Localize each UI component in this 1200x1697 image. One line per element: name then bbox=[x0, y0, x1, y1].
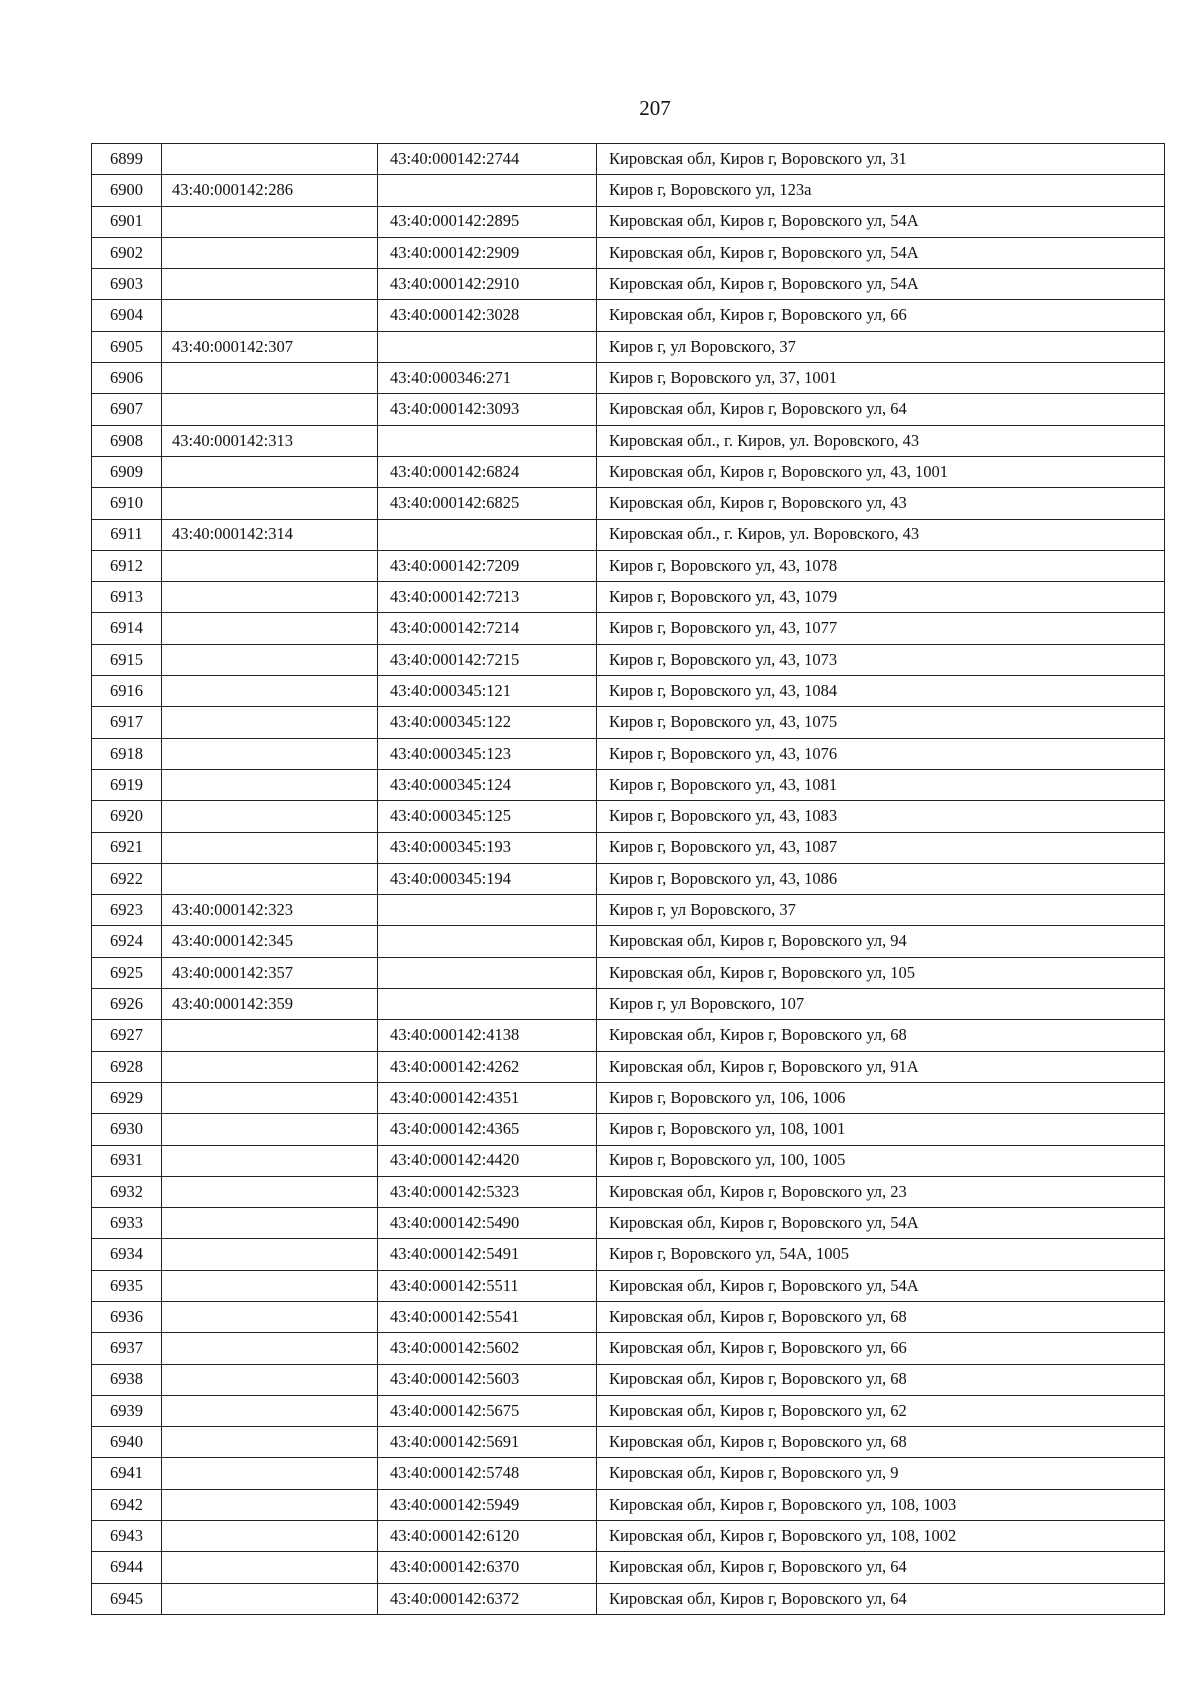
parcel-number-cell bbox=[162, 1082, 378, 1113]
table-row bbox=[92, 957, 1165, 988]
parcel-number-cell bbox=[162, 644, 378, 675]
address-cell: Киров г, Воровского ул, 100, 1005 bbox=[597, 1145, 1165, 1176]
row-number-cell: 6931 bbox=[92, 1145, 162, 1176]
row-number-cell: 6924 bbox=[92, 926, 162, 957]
table-row bbox=[92, 1301, 1165, 1332]
parcel-number-cell bbox=[162, 676, 378, 707]
object-number-cell: 43:40:000345:123 bbox=[378, 738, 597, 769]
object-number-cell: 43:40:000142:3028 bbox=[378, 300, 597, 331]
parcel-number-cell bbox=[162, 456, 378, 487]
parcel-number-cell bbox=[162, 738, 378, 769]
parcel-number-cell bbox=[162, 1208, 378, 1239]
row-number-cell: 6941 bbox=[92, 1458, 162, 1489]
table-row bbox=[92, 1364, 1165, 1395]
parcel-number-cell bbox=[162, 300, 378, 331]
table-row bbox=[92, 926, 1165, 957]
object-number-cell: 43:40:000142:2909 bbox=[378, 237, 597, 268]
address-cell: Кировская обл, Киров г, Воровского ул, 108, 1002 bbox=[597, 1521, 1165, 1552]
row-number-cell: 6902 bbox=[92, 237, 162, 268]
table-row bbox=[92, 582, 1165, 613]
row-number-cell: 6922 bbox=[92, 863, 162, 894]
row-number-cell: 6920 bbox=[92, 801, 162, 832]
object-number-cell: 43:40:000345:124 bbox=[378, 769, 597, 800]
object-number-cell: 43:40:000142:4138 bbox=[378, 1020, 597, 1051]
table-row bbox=[92, 363, 1165, 394]
row-number-cell: 6908 bbox=[92, 425, 162, 456]
address-cell: Кировская обл, Киров г, Воровского ул, 64 bbox=[597, 394, 1165, 425]
table-row bbox=[92, 1552, 1165, 1583]
parcel-number-cell bbox=[162, 1395, 378, 1426]
object-number-cell: 43:40:000142:5323 bbox=[378, 1176, 597, 1207]
parcel-number-cell bbox=[162, 1114, 378, 1145]
address-cell: Кировская обл, Киров г, Воровского ул, 66 bbox=[597, 1333, 1165, 1364]
address-cell: Кировская обл., г. Киров, ул. Воровского, 43 bbox=[597, 425, 1165, 456]
table-row bbox=[92, 237, 1165, 268]
parcel-number-cell bbox=[162, 550, 378, 581]
parcel-number-cell bbox=[162, 394, 378, 425]
address-cell: Киров г, ул Воровского, 37 bbox=[597, 895, 1165, 926]
address-cell: Кировская обл, Киров г, Воровского ул, 105 bbox=[597, 957, 1165, 988]
table-row bbox=[92, 1082, 1165, 1113]
table-row bbox=[92, 1114, 1165, 1145]
address-cell: Кировская обл, Киров г, Воровского ул, 66 bbox=[597, 300, 1165, 331]
parcel-number-cell bbox=[162, 582, 378, 613]
address-cell: Киров г, Воровского ул, 43, 1073 bbox=[597, 644, 1165, 675]
table-row bbox=[92, 300, 1165, 331]
parcel-number-cell bbox=[162, 1427, 378, 1458]
object-number-cell: 43:40:000346:271 bbox=[378, 363, 597, 394]
row-number-cell: 6913 bbox=[92, 582, 162, 613]
address-cell: Кировская обл, Киров г, Воровского ул, 23 bbox=[597, 1176, 1165, 1207]
address-cell: Кировская обл, Киров г, Воровского ул, 94 bbox=[597, 926, 1165, 957]
parcel-number-cell bbox=[162, 1051, 378, 1082]
table-row bbox=[92, 1145, 1165, 1176]
address-cell: Кировская обл, Киров г, Воровского ул, 68 bbox=[597, 1364, 1165, 1395]
parcel-number-cell bbox=[162, 1364, 378, 1395]
table-row bbox=[92, 1489, 1165, 1520]
object-number-cell: 43:40:000345:194 bbox=[378, 863, 597, 894]
address-cell: Киров г, Воровского ул, 43, 1081 bbox=[597, 769, 1165, 800]
address-cell: Кировская обл., г. Киров, ул. Воровского, 43 bbox=[597, 519, 1165, 550]
object-number-cell bbox=[378, 926, 597, 957]
object-number-cell: 43:40:000345:125 bbox=[378, 801, 597, 832]
parcel-number-cell bbox=[162, 832, 378, 863]
address-cell: Киров г, Воровского ул, 108, 1001 bbox=[597, 1114, 1165, 1145]
address-cell: Киров г, ул Воровского, 37 bbox=[597, 331, 1165, 362]
address-cell: Кировская обл, Киров г, Воровского ул, 68 bbox=[597, 1020, 1165, 1051]
table-row bbox=[92, 488, 1165, 519]
row-number-cell: 6921 bbox=[92, 832, 162, 863]
table-row bbox=[92, 206, 1165, 237]
object-number-cell: 43:40:000142:7209 bbox=[378, 550, 597, 581]
parcel-number-cell bbox=[162, 1521, 378, 1552]
parcel-number-cell bbox=[162, 1020, 378, 1051]
row-number-cell: 6938 bbox=[92, 1364, 162, 1395]
address-cell: Киров г, Воровского ул, 43, 1078 bbox=[597, 550, 1165, 581]
parcel-number-cell bbox=[162, 1552, 378, 1583]
address-cell: Киров г, Воровского ул, 54А, 1005 bbox=[597, 1239, 1165, 1270]
registry-table bbox=[91, 143, 1165, 1615]
table-row bbox=[92, 1583, 1165, 1614]
parcel-number-cell: 43:40:000142:314 bbox=[162, 519, 378, 550]
row-number-cell: 6907 bbox=[92, 394, 162, 425]
parcel-number-cell: 43:40:000142:323 bbox=[162, 895, 378, 926]
row-number-cell: 6904 bbox=[92, 300, 162, 331]
table-row bbox=[92, 801, 1165, 832]
address-cell: Кировская обл, Киров г, Воровского ул, 68 bbox=[597, 1301, 1165, 1332]
table-row bbox=[92, 519, 1165, 550]
table-row bbox=[92, 769, 1165, 800]
address-cell: Кировская обл, Киров г, Воровского ул, 64 bbox=[597, 1552, 1165, 1583]
row-number-cell: 6910 bbox=[92, 488, 162, 519]
object-number-cell: 43:40:000142:7213 bbox=[378, 582, 597, 613]
object-number-cell: 43:40:000142:5675 bbox=[378, 1395, 597, 1426]
address-cell: Киров г, Воровского ул, 43, 1084 bbox=[597, 676, 1165, 707]
row-number-cell: 6917 bbox=[92, 707, 162, 738]
object-number-cell: 43:40:000142:5949 bbox=[378, 1489, 597, 1520]
row-number-cell: 6930 bbox=[92, 1114, 162, 1145]
table-row bbox=[92, 1333, 1165, 1364]
object-number-cell: 43:40:000142:2910 bbox=[378, 269, 597, 300]
object-number-cell bbox=[378, 989, 597, 1020]
object-number-cell: 43:40:000345:122 bbox=[378, 707, 597, 738]
table-row bbox=[92, 456, 1165, 487]
parcel-number-cell bbox=[162, 1270, 378, 1301]
table-row bbox=[92, 1521, 1165, 1552]
object-number-cell: 43:40:000142:5541 bbox=[378, 1301, 597, 1332]
table-row bbox=[92, 331, 1165, 362]
table-row bbox=[92, 738, 1165, 769]
page-number: 207 bbox=[639, 96, 671, 120]
object-number-cell: 43:40:000142:6370 bbox=[378, 1552, 597, 1583]
table-row bbox=[92, 644, 1165, 675]
row-number-cell: 6909 bbox=[92, 456, 162, 487]
address-cell: Кировская обл, Киров г, Воровского ул, 31 bbox=[597, 144, 1165, 175]
object-number-cell: 43:40:000142:5603 bbox=[378, 1364, 597, 1395]
address-cell: Киров г, ул Воровского, 107 bbox=[597, 989, 1165, 1020]
parcel-number-cell: 43:40:000142:307 bbox=[162, 331, 378, 362]
row-number-cell: 6939 bbox=[92, 1395, 162, 1426]
parcel-number-cell bbox=[162, 707, 378, 738]
table-row bbox=[92, 425, 1165, 456]
table-row bbox=[92, 1176, 1165, 1207]
row-number-cell: 6905 bbox=[92, 331, 162, 362]
parcel-number-cell: 43:40:000142:357 bbox=[162, 957, 378, 988]
parcel-number-cell bbox=[162, 863, 378, 894]
object-number-cell bbox=[378, 331, 597, 362]
table-row bbox=[92, 676, 1165, 707]
row-number-cell: 6942 bbox=[92, 1489, 162, 1520]
table-row bbox=[92, 1239, 1165, 1270]
table-row bbox=[92, 269, 1165, 300]
parcel-number-cell bbox=[162, 269, 378, 300]
address-cell: Кировская обл, Киров г, Воровского ул, 9 bbox=[597, 1458, 1165, 1489]
address-cell: Кировская обл, Киров г, Воровского ул, 54А bbox=[597, 269, 1165, 300]
parcel-number-cell bbox=[162, 769, 378, 800]
address-cell: Киров г, Воровского ул, 37, 1001 bbox=[597, 363, 1165, 394]
table-row bbox=[92, 1270, 1165, 1301]
address-cell: Кировская обл, Киров г, Воровского ул, 54А bbox=[597, 206, 1165, 237]
address-cell: Киров г, Воровского ул, 43, 1079 bbox=[597, 582, 1165, 613]
parcel-number-cell bbox=[162, 1583, 378, 1614]
parcel-number-cell bbox=[162, 1301, 378, 1332]
address-cell: Киров г, Воровского ул, 43, 1076 bbox=[597, 738, 1165, 769]
parcel-number-cell bbox=[162, 1176, 378, 1207]
address-cell: Кировская обл, Киров г, Воровского ул, 54А bbox=[597, 1208, 1165, 1239]
object-number-cell: 43:40:000142:5511 bbox=[378, 1270, 597, 1301]
row-number-cell: 6934 bbox=[92, 1239, 162, 1270]
row-number-cell: 6929 bbox=[92, 1082, 162, 1113]
address-cell: Киров г, Воровского ул, 43, 1087 bbox=[597, 832, 1165, 863]
table-row bbox=[92, 144, 1165, 175]
table-row bbox=[92, 394, 1165, 425]
address-cell: Кировская обл, Киров г, Воровского ул, 68 bbox=[597, 1427, 1165, 1458]
row-number-cell: 6916 bbox=[92, 676, 162, 707]
row-number-cell: 6914 bbox=[92, 613, 162, 644]
address-cell: Киров г, Воровского ул, 43, 1077 bbox=[597, 613, 1165, 644]
parcel-number-cell bbox=[162, 1333, 378, 1364]
row-number-cell: 6928 bbox=[92, 1051, 162, 1082]
registry-body bbox=[92, 144, 1165, 1615]
table-row bbox=[92, 989, 1165, 1020]
object-number-cell bbox=[378, 175, 597, 206]
address-cell: Кировская обл, Киров г, Воровского ул, 108, 1003 bbox=[597, 1489, 1165, 1520]
row-number-cell: 6940 bbox=[92, 1427, 162, 1458]
parcel-number-cell bbox=[162, 488, 378, 519]
row-number-cell: 6915 bbox=[92, 644, 162, 675]
object-number-cell: 43:40:000142:6120 bbox=[378, 1521, 597, 1552]
row-number-cell: 6900 bbox=[92, 175, 162, 206]
row-number-cell: 6927 bbox=[92, 1020, 162, 1051]
address-cell: Кировская обл, Киров г, Воровского ул, 91А bbox=[597, 1051, 1165, 1082]
object-number-cell: 43:40:000142:4420 bbox=[378, 1145, 597, 1176]
parcel-number-cell: 43:40:000142:313 bbox=[162, 425, 378, 456]
object-number-cell: 43:40:000142:4351 bbox=[378, 1082, 597, 1113]
object-number-cell: 43:40:000142:7215 bbox=[378, 644, 597, 675]
parcel-number-cell bbox=[162, 1489, 378, 1520]
object-number-cell: 43:40:000142:5691 bbox=[378, 1427, 597, 1458]
table-row bbox=[92, 613, 1165, 644]
address-cell: Киров г, Воровского ул, 106, 1006 bbox=[597, 1082, 1165, 1113]
object-number-cell bbox=[378, 425, 597, 456]
object-number-cell: 43:40:000142:3093 bbox=[378, 394, 597, 425]
row-number-cell: 6906 bbox=[92, 363, 162, 394]
object-number-cell: 43:40:000345:121 bbox=[378, 676, 597, 707]
table-row bbox=[92, 175, 1165, 206]
row-number-cell: 6925 bbox=[92, 957, 162, 988]
object-number-cell bbox=[378, 519, 597, 550]
row-number-cell: 6903 bbox=[92, 269, 162, 300]
row-number-cell: 6926 bbox=[92, 989, 162, 1020]
parcel-number-cell: 43:40:000142:345 bbox=[162, 926, 378, 957]
row-number-cell: 6899 bbox=[92, 144, 162, 175]
table-row bbox=[92, 1020, 1165, 1051]
object-number-cell: 43:40:000142:4365 bbox=[378, 1114, 597, 1145]
address-cell: Кировская обл, Киров г, Воровского ул, 64 bbox=[597, 1583, 1165, 1614]
parcel-number-cell: 43:40:000142:359 bbox=[162, 989, 378, 1020]
object-number-cell: 43:40:000142:5602 bbox=[378, 1333, 597, 1364]
row-number-cell: 6945 bbox=[92, 1583, 162, 1614]
address-cell: Кировская обл, Киров г, Воровского ул, 54А bbox=[597, 1270, 1165, 1301]
object-number-cell: 43:40:000142:5490 bbox=[378, 1208, 597, 1239]
object-number-cell: 43:40:000142:6825 bbox=[378, 488, 597, 519]
row-number-cell: 6935 bbox=[92, 1270, 162, 1301]
parcel-number-cell: 43:40:000142:286 bbox=[162, 175, 378, 206]
table-row bbox=[92, 707, 1165, 738]
table-row bbox=[92, 863, 1165, 894]
object-number-cell: 43:40:000142:2744 bbox=[378, 144, 597, 175]
row-number-cell: 6943 bbox=[92, 1521, 162, 1552]
parcel-number-cell bbox=[162, 206, 378, 237]
row-number-cell: 6937 bbox=[92, 1333, 162, 1364]
table-row bbox=[92, 550, 1165, 581]
object-number-cell: 43:40:000142:2895 bbox=[378, 206, 597, 237]
row-number-cell: 6919 bbox=[92, 769, 162, 800]
address-cell: Кировская обл, Киров г, Воровского ул, 43, 1001 bbox=[597, 456, 1165, 487]
object-number-cell: 43:40:000142:5748 bbox=[378, 1458, 597, 1489]
table-row bbox=[92, 895, 1165, 926]
row-number-cell: 6901 bbox=[92, 206, 162, 237]
object-number-cell: 43:40:000142:7214 bbox=[378, 613, 597, 644]
parcel-number-cell bbox=[162, 1239, 378, 1270]
row-number-cell: 6912 bbox=[92, 550, 162, 581]
table-row bbox=[92, 1458, 1165, 1489]
table-row bbox=[92, 1208, 1165, 1239]
table-row bbox=[92, 1427, 1165, 1458]
parcel-number-cell bbox=[162, 144, 378, 175]
row-number-cell: 6933 bbox=[92, 1208, 162, 1239]
address-cell: Киров г, Воровского ул, 43, 1083 bbox=[597, 801, 1165, 832]
parcel-number-cell bbox=[162, 613, 378, 644]
row-number-cell: 6918 bbox=[92, 738, 162, 769]
parcel-number-cell bbox=[162, 1145, 378, 1176]
address-cell: Киров г, Воровского ул, 43, 1086 bbox=[597, 863, 1165, 894]
table-row bbox=[92, 832, 1165, 863]
object-number-cell bbox=[378, 895, 597, 926]
address-cell: Киров г, Воровского ул, 123а bbox=[597, 175, 1165, 206]
object-number-cell: 43:40:000142:5491 bbox=[378, 1239, 597, 1270]
object-number-cell: 43:40:000142:6824 bbox=[378, 456, 597, 487]
row-number-cell: 6936 bbox=[92, 1301, 162, 1332]
row-number-cell: 6923 bbox=[92, 895, 162, 926]
object-number-cell: 43:40:000345:193 bbox=[378, 832, 597, 863]
row-number-cell: 6944 bbox=[92, 1552, 162, 1583]
address-cell: Кировская обл, Киров г, Воровского ул, 54А bbox=[597, 237, 1165, 268]
parcel-number-cell bbox=[162, 363, 378, 394]
row-number-cell: 6911 bbox=[92, 519, 162, 550]
address-cell: Кировская обл, Киров г, Воровского ул, 43 bbox=[597, 488, 1165, 519]
table-row bbox=[92, 1051, 1165, 1082]
parcel-number-cell bbox=[162, 1458, 378, 1489]
address-cell: Киров г, Воровского ул, 43, 1075 bbox=[597, 707, 1165, 738]
object-number-cell bbox=[378, 957, 597, 988]
address-cell: Кировская обл, Киров г, Воровского ул, 62 bbox=[597, 1395, 1165, 1426]
parcel-number-cell bbox=[162, 801, 378, 832]
object-number-cell: 43:40:000142:6372 bbox=[378, 1583, 597, 1614]
row-number-cell: 6932 bbox=[92, 1176, 162, 1207]
table-row bbox=[92, 1395, 1165, 1426]
parcel-number-cell bbox=[162, 237, 378, 268]
object-number-cell: 43:40:000142:4262 bbox=[378, 1051, 597, 1082]
